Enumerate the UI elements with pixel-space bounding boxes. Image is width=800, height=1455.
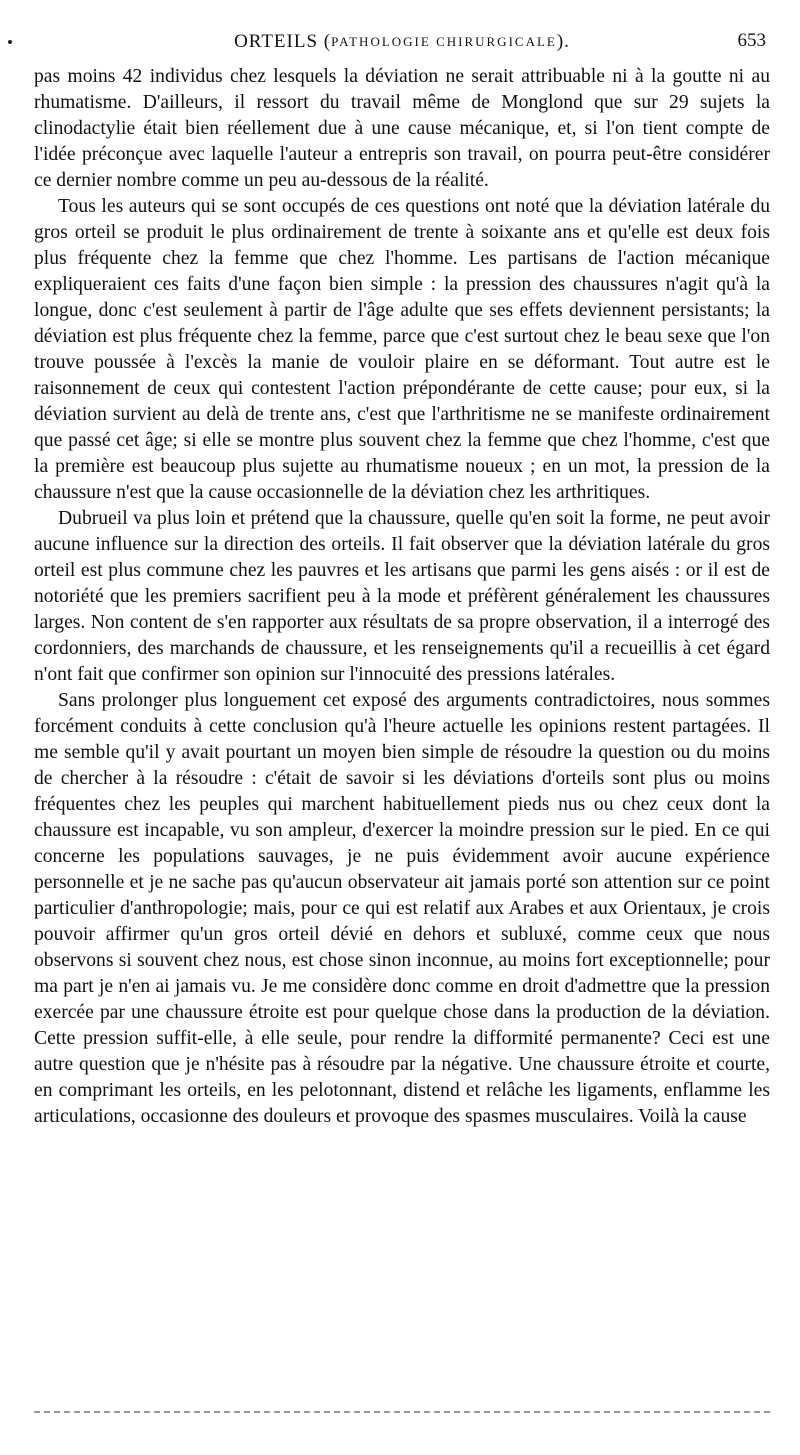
footer-rule: [34, 1411, 770, 1413]
paragraph: pas moins 42 individus chez lesquels la déviation ne serait attribuable ni à la goutte ni au rhumatisme. D'ailleurs, il ressort du travail même de Monglond que sur 29 sujets la clinodactylie était bien réellement due à une cause mécanique, et, si l'on tient compte de l'idée préconçue avec laquelle l'auteur a entrepris son travail, on pourra peut-être considérer ce dernier nombre comme un peu au-dessous de la réalité.: [34, 66, 770, 191]
header-title: ORTEILS (: [234, 31, 332, 52]
running-header: [34, 24, 770, 60]
paragraph: Dubrueil va plus loin et prétend que la chaussure, quelle qu'en soit la forme, ne peut avoir aucune influence sur la direction des orteils. Il fait observer que la déviation latérale du gros orteil est plus commune chez les pauvres et les artisans que parmi les gens aisés : or il est de notoriété que les premiers sacrifient peu à la mode et préfèrent généralement les chaussures larges. Non content de s'en rapporter aux résultats de sa propre observation, il a interrogé des cordonniers, des marchands de chaussure, et les renseignements qu'il a recueillis à cet égard n'ont fait que confirmer son opinion sur l'innocuité des pressions latérales.: [34, 508, 770, 685]
body-text: [34, 64, 770, 1130]
margin-dot: [8, 40, 12, 44]
page-number: 653: [737, 30, 766, 51]
paragraph: Tous les auteurs qui se sont occupés de ces questions ont noté que la déviation latérale du gros orteil se produit le plus ordinairement de trente à soixante ans et qu'elle est deux fois plus fréquente chez la femme que chez l'homme. Les partisans de l'action mécanique expliqueraient ces faits d'une façon bien simple : la pression des chaussures n'agit qu'à la longue, donc c'est seulement à partir de l'âge adulte que ses effets deviennent persistants; la déviation est plus fréquente chez la femme, parce que c'est surtout chez le beau sexe que l'on trouve poussée à l'excès la manie de vouloir plaire en se déformant. Tout autre est le raisonnement de ceux qui contestent l'action prépondérante de cette cause; pour eux, si la déviation survient au delà de trente ans, c'est que l'arthritisme ne se manifeste ordinairement que passé cet âge; si elle se montre plus souvent chez la femme que chez l'homme, c'est que la première est beaucoup plus sujette au rhumatisme noueux ; en un mot, la pression de la chaussure n'est que la cause occasionnelle de la déviation chez les arthritiques.: [34, 196, 770, 503]
header-subtitle: PATHOLOGIE CHIRURGICALE: [331, 34, 557, 49]
header-title-close: ).: [556, 31, 570, 52]
paragraph: Sans prolonger plus longuement cet exposé des arguments contradictoires, nous sommes forcément conduits à cette conclusion qu'à l'heure actuelle les opinions restent partagées. Il me semble qu'il y avait pourtant un moyen bien simple de résoudre la question ou du moins de chercher à la résoudre : c'était de savoir si les déviations d'orteils sont plus ou moins fréquentes chez les peuples qui marchent habituellement pieds nus ou chez ceux dont la chaussure est incapable, vu son ampleur, d'exercer la moindre pression sur le pied. En ce qui concerne les populations sauvages, je ne puis évidemment avoir aucune expérience personnelle et je ne sache pas qu'aucun observateur ait jamais porté son attention sur ce point particulier d'anthropologie; mais, pour ce qui est relatif aux Arabes et aux Orientaux, je crois pouvoir affirmer qu'un gros orteil dévié en dehors et subluxé, comme ceux que nous observons si souvent chez nous, est chose sinon inconnue, au moins fort exceptionnelle; pour ma part je n'en ai jamais vu. Je me considère donc comme en droit d'admettre que la pression exercée par une chaussure étroite est pour quelque chose dans la production de la déviation. Cette pression suffit-elle, à elle seule, pour rendre la difformité permanente? Ceci est une autre question que je n'hésite pas à résoudre par la négative. Une chaussure étroite et courte, en comprimant les orteils, en les pelotonnant, distend et relâche les ligaments, enflamme les articulations, occasionne des douleurs et provoque des spasmes musculaires. Voilà la cause: [34, 690, 770, 1127]
